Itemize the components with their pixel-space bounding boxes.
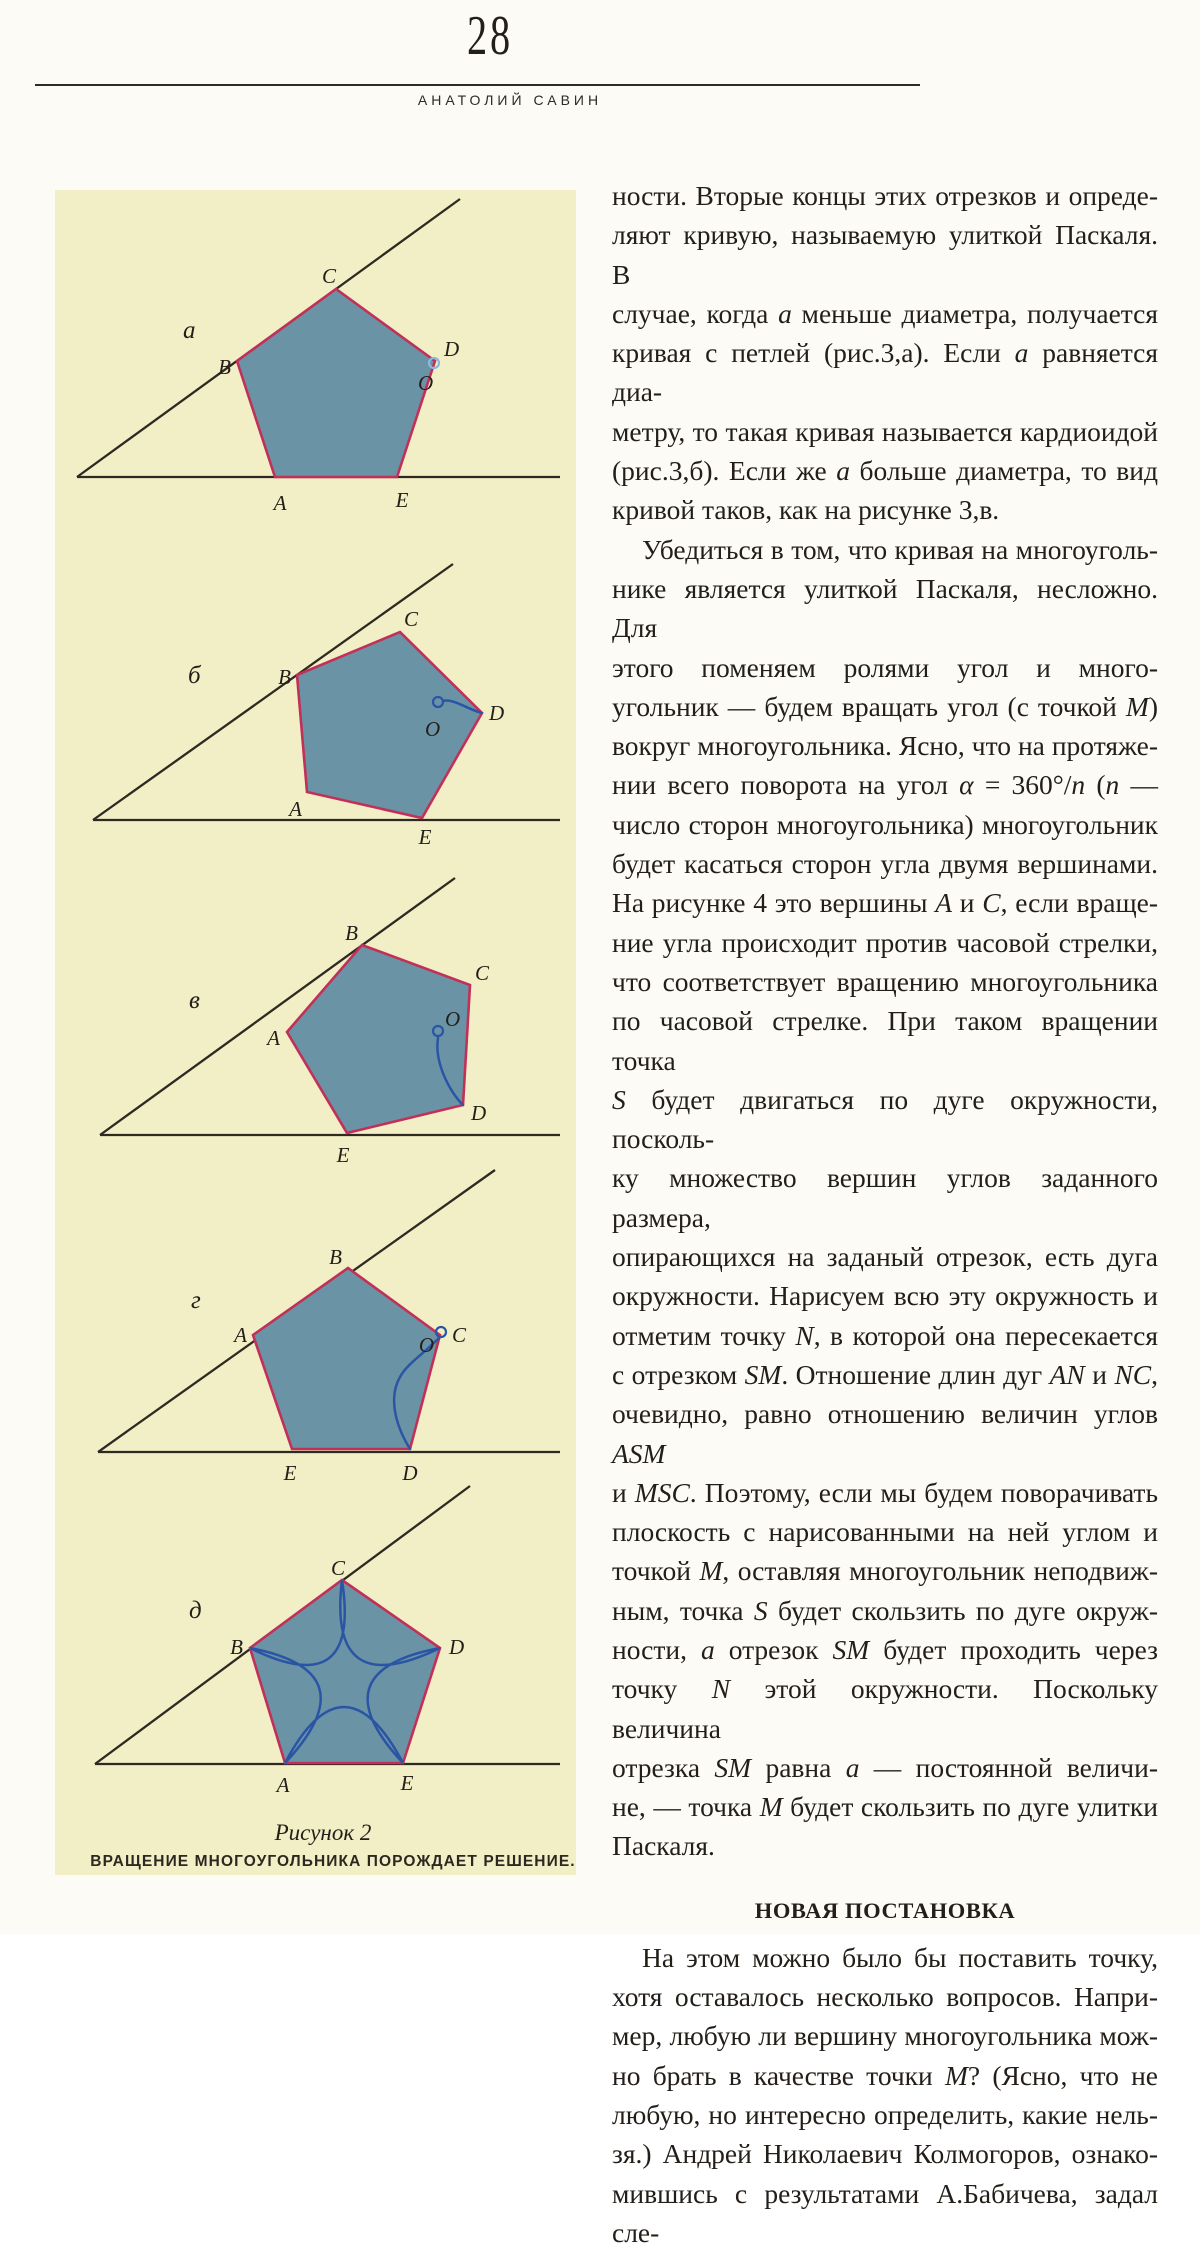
text-line: нике является улиткой Паскаля, несложно. Для — [612, 572, 1158, 644]
label-A: A — [273, 491, 287, 515]
text-line: нии всего поворота на угол α = 360°/n (n — — [612, 769, 1158, 801]
text-line: с отрезком SM. Отношение длин дуг AN и NC, — [612, 1358, 1158, 1390]
article-text — [612, 176, 1158, 2252]
text-line: ным, точка S будет скользить по дуге окруж- — [612, 1594, 1158, 1626]
text-line: S будет двигаться по дуге окружности, посколь- — [612, 1083, 1158, 1155]
text-line: вокруг многоугольника. Ясно, что на протяже- — [612, 730, 1158, 762]
label-O: O — [445, 1007, 461, 1031]
figure-g-tag: г — [191, 1287, 201, 1314]
section-heading: НОВАЯ ПОСТАНОВКА — [754, 1897, 1016, 1923]
label-E: E — [336, 1143, 350, 1167]
text-line: зя.) Андрей Николаевич Колмогоров, ознако- — [612, 2138, 1158, 2170]
text-line: кривой таков, как на рисунке 3,в. — [612, 494, 1000, 526]
page-number: 28 — [466, 5, 514, 67]
label-A: A — [234, 1323, 247, 1347]
text-line: кривая с петлей (рис.3,а). Если а равняется диа- — [612, 337, 1158, 408]
label-D: D — [489, 701, 505, 725]
pentagon-shape — [287, 945, 470, 1133]
text-line: угольник — будем вращать угол (с точкой M) — [612, 690, 1158, 722]
text-line: точку N этой окружности. Поскольку величина — [612, 1673, 1158, 1744]
label-D: D — [402, 1461, 418, 1485]
label-C: C — [475, 961, 490, 985]
label-D: D — [449, 1635, 465, 1659]
label-O: O — [425, 717, 441, 741]
text-line: этого поменяем ролями угол и много- — [612, 651, 1158, 683]
label-C: C — [321, 264, 337, 288]
text-line: опирающихся на заданый отрезок, есть дуга — [612, 1241, 1158, 1273]
text-line: На рисунке 4 это вершины A и C, если враще- — [612, 887, 1158, 919]
text-line: хотя оставалось несколько вопросов. Напри- — [612, 1981, 1158, 2013]
label-A: A — [267, 1026, 280, 1050]
label-B: B — [230, 1635, 243, 1659]
text-line: мер, любую ли вершину многоугольника мож- — [612, 2020, 1158, 2052]
text-line: по часовой стрелке. При таком вращении точка — [612, 1005, 1158, 1076]
author-name: АНАТОЛИЙ САВИН — [417, 92, 603, 108]
text-line: (рис.3,б). Если же а больше диаметра, то вид — [612, 455, 1158, 487]
pentagon-shape — [253, 1268, 440, 1449]
label-A: A — [289, 797, 302, 821]
text-line: но брать в качестве точки M? (Ясно, что не — [612, 2059, 1159, 2091]
text-line: отметим точку N, в которой она пересекается — [612, 1319, 1158, 1351]
figure-g — [98, 1170, 560, 1485]
figure-panel — [55, 190, 576, 1875]
label-C: C — [404, 607, 419, 631]
text-line: ляют кривую, называемую улиткой Паскаля. В — [612, 219, 1158, 290]
figure-d — [95, 1486, 560, 1797]
figure-2-drawing — [55, 190, 576, 1875]
label-C: C — [452, 1323, 467, 1347]
text-line: плоскость с нарисованными на ней углом и — [612, 1516, 1158, 1548]
text-line: ку множество вершин углов заданного размера, — [612, 1162, 1158, 1233]
label-D: D — [444, 337, 460, 361]
figure-b-tag: б — [188, 662, 201, 689]
label-O: O — [418, 371, 434, 395]
figure-b — [93, 564, 560, 849]
header-rule — [35, 84, 920, 86]
text-line: мившись с результатами А.Бабичева, задал сле- — [612, 2177, 1158, 2248]
text-line: любую, но интересно определить, какие нель- — [612, 2098, 1158, 2130]
text-line: не, — точка M будет скользить по дуге улитки — [612, 1791, 1158, 1823]
figure-a — [77, 199, 560, 515]
label-B: B — [345, 921, 358, 945]
label-E: E — [418, 825, 432, 849]
figure-caption-title: Рисунок 2 — [274, 1820, 372, 1845]
label-A: A — [276, 1773, 290, 1797]
label-D: D — [471, 1101, 487, 1125]
label-E: E — [395, 488, 409, 512]
text-line: ности. Вторые концы этих отрезков и опреде- — [612, 180, 1158, 211]
text-line: окружности. Нарисуем всю эту окружность и — [612, 1280, 1158, 1312]
text-line: метру, то такая кривая называется кардиоидой — [612, 415, 1158, 447]
text-line: На этом можно было бы поставить точку, — [642, 1941, 1158, 1973]
text-line: Убедиться в том, что кривая на многоуголь- — [642, 533, 1158, 565]
label-B: B — [278, 665, 291, 689]
text-line: что соответствует вращению многоугольника — [612, 965, 1158, 997]
text-line: число сторон многоугольника) многоугольник — [612, 808, 1158, 840]
label-E: E — [283, 1461, 297, 1485]
figure-v — [100, 878, 560, 1167]
figure-a-tag: а — [183, 317, 196, 344]
pentagon-shape — [237, 289, 435, 477]
text-line: случае, когда а меньше диаметра, получается — [612, 297, 1158, 329]
figure-caption-subtitle: ВРАЩЕНИЕ МНОГОУГОЛЬНИКА ПОРОЖДАЕТ РЕШЕНИЕ. — [90, 1853, 576, 1870]
pentagon-shape — [297, 632, 482, 818]
figure-d-tag: д — [189, 1597, 202, 1624]
label-B: B — [329, 1245, 342, 1269]
text-line: отрезка SM равна а — постоянной величи- — [612, 1751, 1158, 1783]
text-line: точкой M, оставляя многоугольник неподвиж- — [612, 1555, 1158, 1587]
label-B: B — [218, 355, 231, 379]
text-line: и MSC. Поэтому, если мы будем поворачивать — [612, 1476, 1158, 1508]
label-C: C — [330, 1556, 346, 1580]
text-line: будет касаться сторон угла двумя вершинами. — [612, 848, 1158, 880]
text-line: ние угла происходит против часовой стрелки, — [612, 926, 1158, 958]
text-line: Паскаля. — [612, 1830, 715, 1862]
label-E: E — [400, 1771, 414, 1795]
label-O: O — [418, 1333, 434, 1357]
text-line: очевидно, равно отношению величин углов ASM — [612, 1398, 1158, 1469]
figure-v-tag: в — [189, 987, 200, 1014]
text-line: ности, а отрезок SM будет проходить через — [612, 1633, 1158, 1665]
